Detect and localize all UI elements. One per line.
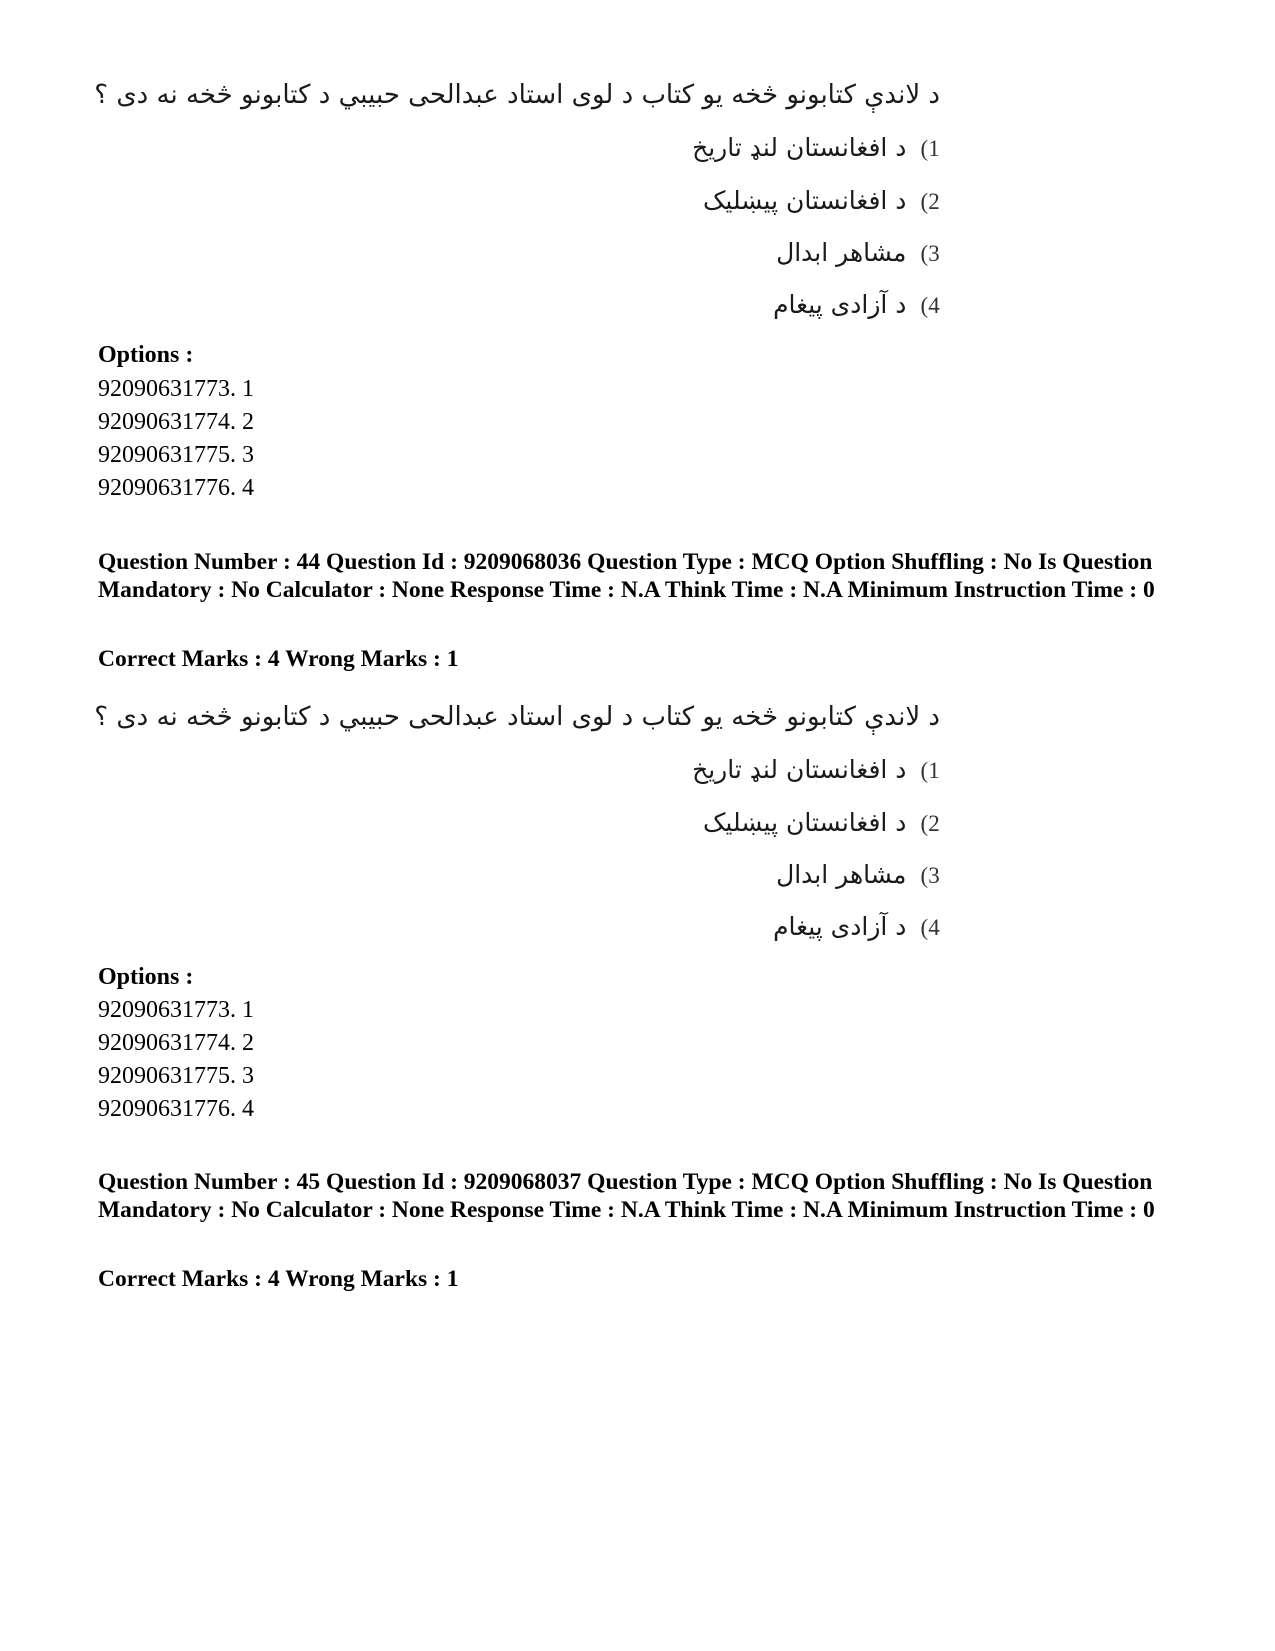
option-item: 92090631776. 4	[98, 475, 254, 501]
question-option-2: 2)د افغانستان پيښليک	[703, 186, 940, 215]
option-item: 92090631775. 3	[98, 1063, 254, 1089]
options-heading: Options :	[98, 342, 194, 368]
question-meta: Question Number : 45 Question Id : 9209068037 Question Type : MCQ Option Shuffling : No Is Question Mandatory : No Calculator : None Response Time : N.A Think Time : N.A Minimum Instruction Time : 0	[98, 1169, 1155, 1223]
question-option-4: 4)د آزادی پيغام	[773, 912, 940, 941]
question-option-1: 1)د افغانستان لنډ تاريخ	[692, 133, 940, 162]
question-marks: Correct Marks : 4 Wrong Marks : 1	[98, 646, 459, 672]
question-meta: Question Number : 44 Question Id : 9209068036 Question Type : MCQ Option Shuffling : No Is Question Mandatory : No Calculator : None Response Time : N.A Think Time : N.A Minimum Instruction Time : 0	[98, 549, 1155, 603]
option-item: 92090631773. 1	[98, 376, 254, 402]
question-image	[94, 700, 940, 960]
question-text: د لاندې کتابونو څخه يو کتاب د لوی استاد عبدالحی حبيبي د کتابونو څخه نه دی ؟	[94, 80, 940, 110]
question-option-1: 1)د افغانستان لنډ تاريخ	[692, 755, 940, 784]
question-marks: Correct Marks : 4 Wrong Marks : 1	[98, 1266, 459, 1292]
options-heading: Options :	[98, 964, 194, 990]
question-option-3: 3)مشاهر ابدال	[776, 238, 940, 267]
question-option-3: 3)مشاهر ابدال	[776, 860, 940, 889]
question-text: د لاندې کتابونو څخه يو کتاب د لوی استاد عبدالحی حبيبي د کتابونو څخه نه دی ؟	[94, 702, 940, 732]
option-item: 92090631775. 3	[98, 442, 254, 468]
option-item: 92090631774. 2	[98, 409, 254, 435]
option-item: 92090631776. 4	[98, 1096, 254, 1122]
option-item: 92090631774. 2	[98, 1030, 254, 1056]
question-option-4: 4)د آزادی پيغام	[773, 290, 940, 319]
question-option-2: 2)د افغانستان پيښليک	[703, 808, 940, 837]
option-item: 92090631773. 1	[98, 997, 254, 1023]
question-image	[94, 78, 940, 338]
